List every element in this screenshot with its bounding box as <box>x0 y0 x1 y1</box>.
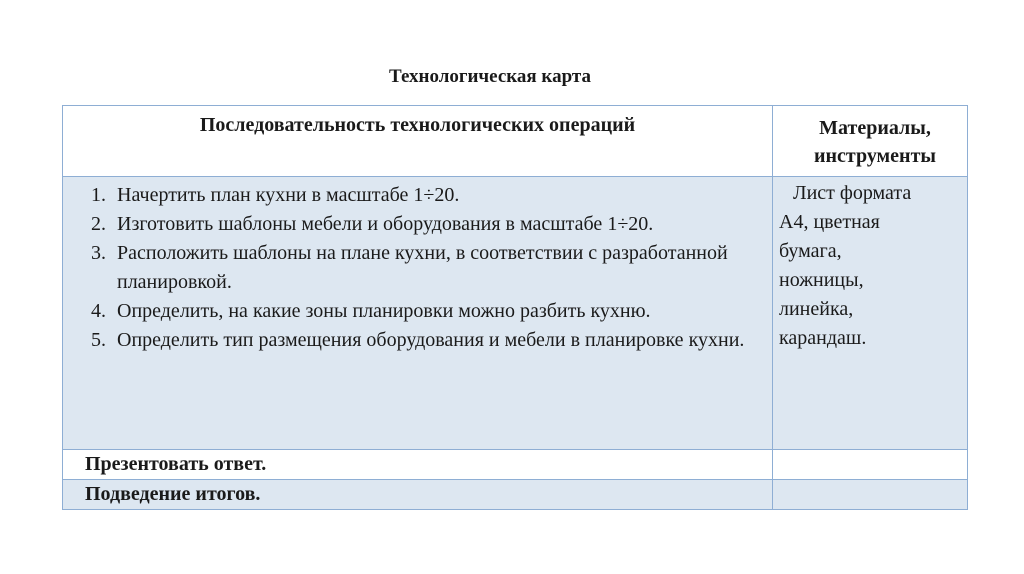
table-header-row <box>63 106 968 177</box>
present-answer-cell: Презентовать ответ. <box>63 450 773 480</box>
materials-line: карандаш. <box>779 327 867 349</box>
list-item: 1. Начертить план кухни в масштабе 1÷20. <box>111 181 772 210</box>
materials-line: линейка, <box>779 298 854 320</box>
summary-cell: Подведение итогов. <box>63 480 773 510</box>
list-item: 2. Изготовить шаблоны мебели и оборудования в масштабе 1÷20. <box>111 210 772 239</box>
operations-header: Последовательность технологических операций <box>63 106 773 177</box>
page-title: Технологическая карта <box>389 66 591 87</box>
materials-cell <box>773 177 968 450</box>
table-row <box>63 480 968 510</box>
empty-cell <box>773 480 968 510</box>
list-item: 4. Определить, на какие зоны планировки можно разбить кухню. <box>111 297 772 326</box>
materials-header-line2: инструменты <box>813 145 937 167</box>
materials-line: бумага, <box>779 240 842 262</box>
technology-card-table <box>62 105 968 510</box>
list-item: 3. Расположить шаблоны на плане кухни, в соответствии с разработанной планировкой. <box>111 239 772 297</box>
list-item: 5. Определить тип размещения оборудования и мебели в планировке кухни. <box>111 326 772 355</box>
materials-line: ножницы, <box>779 269 864 291</box>
table-row <box>63 177 968 450</box>
operations-cell <box>63 177 773 450</box>
operations-list <box>63 181 772 355</box>
table-row <box>63 450 968 480</box>
empty-cell <box>773 450 968 480</box>
materials-header <box>773 106 968 177</box>
materials-line: А4, цветная <box>779 211 880 233</box>
materials-line: Лист формата <box>793 182 912 204</box>
materials-header-line1: Материалы, <box>819 117 931 139</box>
